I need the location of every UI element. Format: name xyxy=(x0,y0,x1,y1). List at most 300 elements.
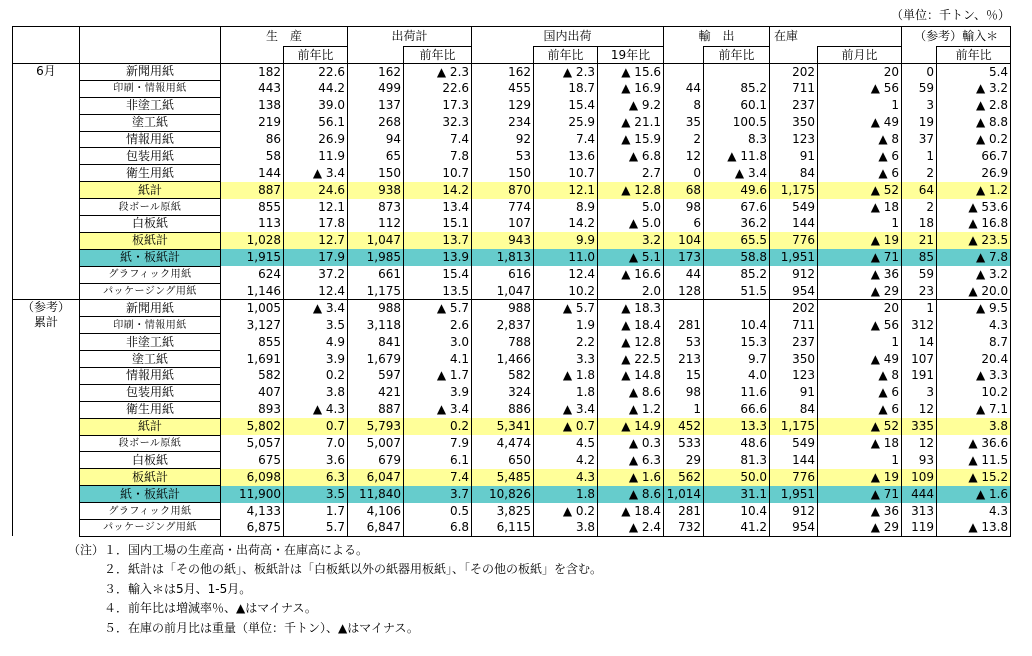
table-cell: ▲ 7.1 xyxy=(937,401,1011,418)
table-cell: 85 xyxy=(902,249,937,266)
table-cell: 67.6 xyxy=(704,199,770,216)
table-cell: 3.6 xyxy=(284,452,348,469)
header-domestic-yoy19: 19年比 xyxy=(598,47,664,64)
table-cell: 1,985 xyxy=(348,249,404,266)
table-cell: ▲ 3.2 xyxy=(937,80,1011,97)
table-cell: 100.5 xyxy=(704,114,770,131)
table-cell: ▲ 0.3 xyxy=(598,435,664,452)
table-cell: ▲ 4.3 xyxy=(284,401,348,418)
table-cell: 162 xyxy=(348,64,404,81)
table-cell: ▲ 22.5 xyxy=(598,351,664,368)
table-cell: 94 xyxy=(348,131,404,148)
table-cell: ▲ 3.4 xyxy=(284,300,348,317)
table-row xyxy=(13,182,1011,199)
table-cell: 32.3 xyxy=(404,114,472,131)
section-label xyxy=(13,64,80,300)
table-cell: 14 xyxy=(902,334,937,351)
table-cell: 1,047 xyxy=(472,283,534,300)
table-cell: 6.3 xyxy=(284,469,348,486)
table-cell: 4.0 xyxy=(704,368,770,385)
table-cell: 549 xyxy=(770,199,818,216)
table-cell: 84 xyxy=(770,401,818,418)
table-cell: 988 xyxy=(472,300,534,317)
table-row xyxy=(13,503,1011,520)
table-cell: ▲ 20.0 xyxy=(937,283,1011,300)
table-cell: 39.0 xyxy=(284,97,348,114)
table-cell: 113 xyxy=(221,216,284,233)
table-cell: 7.0 xyxy=(284,435,348,452)
table-cell: 1.7 xyxy=(284,503,348,520)
table-cell: 98 xyxy=(664,199,704,216)
table-cell: ▲ 8.6 xyxy=(598,486,664,503)
table-cell: 6,875 xyxy=(221,520,284,537)
table-cell: 11,900 xyxy=(221,486,284,503)
table-cell: 650 xyxy=(472,452,534,469)
table-cell: 1 xyxy=(818,216,902,233)
table-cell: 10.4 xyxy=(704,503,770,520)
note-line: ４．前年比は増減率％、▲はマイナス。 xyxy=(68,601,317,616)
table-cell: ▲ 52 xyxy=(818,418,902,435)
table-cell: 582 xyxy=(221,368,284,385)
table-cell: ▲ 19 xyxy=(818,469,902,486)
table-cell: ▲ 3.4 xyxy=(284,165,348,182)
table-cell: ▲ 36 xyxy=(818,503,902,520)
table-cell: 60.1 xyxy=(704,97,770,114)
row-label: 衛生用紙 xyxy=(80,401,221,418)
table-cell: 675 xyxy=(221,452,284,469)
table-cell: 3.2 xyxy=(598,232,664,249)
table-cell: ▲ 9.5 xyxy=(937,300,1011,317)
table-cell: 112 xyxy=(348,216,404,233)
table-cell: 15 xyxy=(664,368,704,385)
table-cell: 4,106 xyxy=(348,503,404,520)
table-cell: ▲ 19 xyxy=(818,232,902,249)
header-inventory-mom: 前月比 xyxy=(818,47,902,64)
table-cell: 711 xyxy=(770,317,818,334)
section-label xyxy=(13,300,80,536)
table-row xyxy=(13,64,1011,81)
table-cell: ▲ 23.5 xyxy=(937,232,1011,249)
table-cell: ▲ 18.3 xyxy=(598,300,664,317)
row-label: 紙・板紙計 xyxy=(80,486,221,503)
table-row xyxy=(13,300,1011,317)
row-label: パッケージング用紙 xyxy=(80,283,221,300)
row-label: 衛生用紙 xyxy=(80,165,221,182)
table-cell: ▲ 18.4 xyxy=(598,317,664,334)
table-cell: ▲ 1.2 xyxy=(598,401,664,418)
table-cell: 9.9 xyxy=(534,232,598,249)
table-cell: 2.6 xyxy=(404,317,472,334)
table-cell: 268 xyxy=(348,114,404,131)
table-cell: 84 xyxy=(770,165,818,182)
table-cell: 0.5 xyxy=(404,503,472,520)
table-cell: 202 xyxy=(770,64,818,81)
table-cell: 5.0 xyxy=(598,199,664,216)
table-row xyxy=(13,80,1011,97)
table-cell: 37.2 xyxy=(284,266,348,283)
header-import: （参考）輸入＊ xyxy=(902,27,1011,47)
table-cell: 123 xyxy=(770,368,818,385)
table-cell: 3.9 xyxy=(404,384,472,401)
table-cell: 335 xyxy=(902,418,937,435)
table-cell: 499 xyxy=(348,80,404,97)
table-cell: 56.1 xyxy=(284,114,348,131)
table-cell: 350 xyxy=(770,351,818,368)
table-cell: 20 xyxy=(818,64,902,81)
table-cell: 3.0 xyxy=(404,334,472,351)
table-cell: 1 xyxy=(818,334,902,351)
table-cell: 98 xyxy=(664,384,704,401)
table-cell: 219 xyxy=(221,114,284,131)
row-label: 包装用紙 xyxy=(80,384,221,401)
table-cell: 36.2 xyxy=(704,216,770,233)
note-line: ３．輸入＊は5月、1-5月。 xyxy=(68,581,252,596)
table-cell: 5.4 xyxy=(937,64,1011,81)
table-cell: 173 xyxy=(664,249,704,266)
table-cell: 12 xyxy=(902,435,937,452)
table-cell: 1 xyxy=(902,148,937,165)
table-cell: ▲ 1.2 xyxy=(937,182,1011,199)
header-domestic-yoy: 前年比 xyxy=(534,47,598,64)
table-cell: 776 xyxy=(770,469,818,486)
table-row xyxy=(13,469,1011,486)
table-row xyxy=(13,165,1011,182)
table-cell: 50.0 xyxy=(704,469,770,486)
table-cell: ▲ 8.8 xyxy=(937,114,1011,131)
header-export: 輸 出 xyxy=(664,27,770,47)
header-export-yoy: 前年比 xyxy=(704,47,770,64)
table-cell: 85.2 xyxy=(704,80,770,97)
table-cell: 91 xyxy=(770,384,818,401)
section-label-line: 累計 xyxy=(33,315,58,330)
table-cell: ▲ 6 xyxy=(818,401,902,418)
table-cell: 281 xyxy=(664,317,704,334)
row-label: 新聞用紙 xyxy=(80,64,221,81)
table-cell: 312 xyxy=(902,317,937,334)
table-cell: 5,057 xyxy=(221,435,284,452)
table-cell: ▲ 6 xyxy=(818,384,902,401)
table-cell: 1,175 xyxy=(770,418,818,435)
header-shipment-yoy: 前年比 xyxy=(404,47,472,64)
table-cell: ▲ 2.3 xyxy=(404,64,472,81)
table-cell: ▲ 52 xyxy=(818,182,902,199)
table-cell: ▲ 71 xyxy=(818,249,902,266)
table-cell: 4.1 xyxy=(404,351,472,368)
table-cell: 144 xyxy=(221,165,284,182)
table-cell: 10.2 xyxy=(937,384,1011,401)
table-cell: 85.2 xyxy=(704,266,770,283)
table-cell: 37 xyxy=(902,131,937,148)
table-cell: 1,028 xyxy=(221,232,284,249)
row-label: 非塗工紙 xyxy=(80,334,221,351)
table-cell: 943 xyxy=(472,232,534,249)
table-cell: 15.4 xyxy=(534,97,598,114)
table-cell: ▲ 5.1 xyxy=(598,249,664,266)
table-cell: 6.1 xyxy=(404,452,472,469)
table-row xyxy=(13,384,1011,401)
table-cell: 2 xyxy=(902,199,937,216)
table-cell: ▲ 1.8 xyxy=(534,368,598,385)
table-cell: 64 xyxy=(902,182,937,199)
table-cell: 0 xyxy=(902,64,937,81)
table-cell: 1,175 xyxy=(348,283,404,300)
table-cell: ▲ 0.2 xyxy=(534,503,598,520)
table-cell: 443 xyxy=(221,80,284,97)
table-cell: 455 xyxy=(472,80,534,97)
table-cell: 44 xyxy=(664,80,704,97)
table-cell: 1,691 xyxy=(221,351,284,368)
table-cell: 23 xyxy=(902,283,937,300)
table-cell: 234 xyxy=(472,114,534,131)
table-cell: ▲ 15.2 xyxy=(937,469,1011,486)
table-cell: ▲ 1.6 xyxy=(937,486,1011,503)
table-cell: 3.5 xyxy=(284,486,348,503)
table-cell: ▲ 16.6 xyxy=(598,266,664,283)
table-cell: ▲ 56 xyxy=(818,80,902,97)
table-cell: 129 xyxy=(472,97,534,114)
table-cell: 12.1 xyxy=(284,199,348,216)
table-cell: 0.7 xyxy=(284,418,348,435)
row-label: グラフィック用紙 xyxy=(80,266,221,283)
table-cell: ▲ 12.8 xyxy=(598,182,664,199)
table-cell: ▲ 3.4 xyxy=(534,401,598,418)
table-cell: 104 xyxy=(664,232,704,249)
table-cell: 182 xyxy=(221,64,284,81)
header-domestic-shipment: 国内出荷 xyxy=(472,27,664,47)
table-cell: 7.9 xyxy=(404,435,472,452)
table-cell: 11.6 xyxy=(704,384,770,401)
table-cell: 35 xyxy=(664,114,704,131)
table-cell: 886 xyxy=(472,401,534,418)
table-row xyxy=(13,283,1011,300)
table-cell: 1.8 xyxy=(534,486,598,503)
row-label: 情報用紙 xyxy=(80,131,221,148)
header-production: 生 産 xyxy=(221,27,348,47)
table-row xyxy=(13,216,1011,233)
table-cell: ▲ 12.8 xyxy=(598,334,664,351)
table-cell: 1 xyxy=(902,300,937,317)
table-cell: 3,127 xyxy=(221,317,284,334)
row-label: 塗工紙 xyxy=(80,114,221,131)
table-cell: ▲ 29 xyxy=(818,283,902,300)
table-cell: ▲ 6.3 xyxy=(598,452,664,469)
table-cell: 616 xyxy=(472,266,534,283)
table-cell xyxy=(704,300,770,317)
table-cell: 3.3 xyxy=(534,351,598,368)
table-cell: 2.7 xyxy=(598,165,664,182)
table-cell: 13.4 xyxy=(404,199,472,216)
table-cell: ▲ 5.7 xyxy=(534,300,598,317)
table-cell: 53 xyxy=(472,148,534,165)
table-cell: 15.4 xyxy=(404,266,472,283)
table-cell: ▲ 8.6 xyxy=(598,384,664,401)
table-row xyxy=(13,266,1011,283)
table-cell: 123 xyxy=(770,131,818,148)
table-row xyxy=(13,520,1011,537)
table-cell: ▲ 11.8 xyxy=(704,148,770,165)
table-cell: ▲ 6.8 xyxy=(598,148,664,165)
table-cell: 0.2 xyxy=(284,368,348,385)
table-cell: 12.7 xyxy=(284,232,348,249)
table-cell: 9.7 xyxy=(704,351,770,368)
table-cell: 49.6 xyxy=(704,182,770,199)
table-cell: 5,485 xyxy=(472,469,534,486)
table-cell: 237 xyxy=(770,97,818,114)
table-cell: 3.8 xyxy=(534,520,598,537)
table-cell: 0.2 xyxy=(404,418,472,435)
table-cell: 6 xyxy=(664,216,704,233)
row-label: 白板紙 xyxy=(80,452,221,469)
table-cell: 11.9 xyxy=(284,148,348,165)
table-cell: 938 xyxy=(348,182,404,199)
unit-label: （単位：千トン、％） xyxy=(890,8,1010,22)
table-cell: 6,115 xyxy=(472,520,534,537)
table-cell: 44.2 xyxy=(284,80,348,97)
table-cell: 1,813 xyxy=(472,249,534,266)
table-cell: ▲ 16.8 xyxy=(937,216,1011,233)
table-row xyxy=(13,148,1011,165)
table-cell: 14.2 xyxy=(534,216,598,233)
table-cell: 13.9 xyxy=(404,249,472,266)
row-label: 印刷・情報用紙 xyxy=(80,317,221,334)
table-cell: 4.3 xyxy=(534,469,598,486)
table-cell: 58.8 xyxy=(704,249,770,266)
table-cell: 7.8 xyxy=(404,148,472,165)
table-cell: 138 xyxy=(221,97,284,114)
table-cell: 8.9 xyxy=(534,199,598,216)
table-cell: 2,837 xyxy=(472,317,534,334)
table-cell: ▲ 7.8 xyxy=(937,249,1011,266)
table-cell: 202 xyxy=(770,300,818,317)
table-cell: 2 xyxy=(902,165,937,182)
table-cell: ▲ 2.3 xyxy=(534,64,598,81)
table-cell: 582 xyxy=(472,368,534,385)
table-cell: 44 xyxy=(664,266,704,283)
table-cell: ▲ 56 xyxy=(818,317,902,334)
table-cell: 3.9 xyxy=(284,351,348,368)
table-cell: 12.1 xyxy=(534,182,598,199)
table-cell: 1,951 xyxy=(770,486,818,503)
table-cell: 65 xyxy=(348,148,404,165)
table-cell: 444 xyxy=(902,486,937,503)
table-cell: 2 xyxy=(664,131,704,148)
table-cell: ▲ 1.7 xyxy=(404,368,472,385)
table-cell: 3.5 xyxy=(284,317,348,334)
table-cell: 12 xyxy=(664,148,704,165)
table-cell: 533 xyxy=(664,435,704,452)
table-cell: 150 xyxy=(348,165,404,182)
table-cell: 12.4 xyxy=(534,266,598,283)
table-cell: 51.5 xyxy=(704,283,770,300)
table-row xyxy=(13,249,1011,266)
table-cell: 144 xyxy=(770,452,818,469)
table-cell: 66.7 xyxy=(937,148,1011,165)
table-cell: 732 xyxy=(664,520,704,537)
table-cell: 12 xyxy=(902,401,937,418)
row-label: 塗工紙 xyxy=(80,351,221,368)
table-cell: 624 xyxy=(221,266,284,283)
table-cell: ▲ 16.9 xyxy=(598,80,664,97)
table-cell: 5,007 xyxy=(348,435,404,452)
table-cell: 1.9 xyxy=(534,317,598,334)
table-cell: 1 xyxy=(818,97,902,114)
table-cell: ▲ 29 xyxy=(818,520,902,537)
table-cell: ▲ 5.7 xyxy=(404,300,472,317)
table-cell: 150 xyxy=(472,165,534,182)
table-cell: ▲ 15.6 xyxy=(598,64,664,81)
table-cell: 5,341 xyxy=(472,418,534,435)
table-cell: 313 xyxy=(902,503,937,520)
table-cell: ▲ 21.1 xyxy=(598,114,664,131)
table-row xyxy=(13,131,1011,148)
table-cell: 58 xyxy=(221,148,284,165)
row-label: 白板紙 xyxy=(80,216,221,233)
table-cell: 855 xyxy=(221,199,284,216)
table-cell: 18.7 xyxy=(534,80,598,97)
table-cell: 2.0 xyxy=(598,283,664,300)
table-cell: 1,047 xyxy=(348,232,404,249)
row-label: 段ボール原紙 xyxy=(80,199,221,216)
table-cell: 1.8 xyxy=(534,384,598,401)
table-cell: 3 xyxy=(902,97,937,114)
table-cell: 788 xyxy=(472,334,534,351)
table-cell: ▲ 36 xyxy=(818,266,902,283)
table-cell: 65.5 xyxy=(704,232,770,249)
table-cell: ▲ 3.4 xyxy=(404,401,472,418)
table-cell: 1 xyxy=(818,452,902,469)
table-row xyxy=(13,97,1011,114)
table-cell: 13.7 xyxy=(404,232,472,249)
table-row xyxy=(13,317,1011,334)
table-cell: 144 xyxy=(770,216,818,233)
table-cell: ▲ 36.6 xyxy=(937,435,1011,452)
table-cell: 68 xyxy=(664,182,704,199)
table-cell: 774 xyxy=(472,199,534,216)
table-cell: ▲ 18 xyxy=(818,199,902,216)
table-row xyxy=(13,114,1011,131)
table-cell: ▲ 53.6 xyxy=(937,199,1011,216)
row-label: 情報用紙 xyxy=(80,368,221,385)
table-cell: 873 xyxy=(348,199,404,216)
note-line: ２．紙計は「その他の紙」、板紙計は「白板紙以外の紙器用板紙」、「その他の板紙」を含む。 xyxy=(68,562,603,577)
table-cell: 4,133 xyxy=(221,503,284,520)
table-cell: 6.8 xyxy=(404,520,472,537)
table-cell: ▲ 18 xyxy=(818,435,902,452)
table-cell: 562 xyxy=(664,469,704,486)
table-cell: ▲ 11.5 xyxy=(937,452,1011,469)
table-cell: ▲ 13.8 xyxy=(937,520,1011,537)
table-cell: 1 xyxy=(664,401,704,418)
table-cell: 107 xyxy=(472,216,534,233)
table-cell: ▲ 15.9 xyxy=(598,131,664,148)
table-cell: 13.5 xyxy=(404,283,472,300)
table-cell: 6,047 xyxy=(348,469,404,486)
table-cell: 350 xyxy=(770,114,818,131)
note-line: （注）１．国内工場の生産高・出荷高・在庫高による。 xyxy=(68,543,369,557)
table-cell: 4,474 xyxy=(472,435,534,452)
table-cell: 3 xyxy=(902,384,937,401)
row-label: 紙計 xyxy=(80,182,221,199)
table-cell: 48.6 xyxy=(704,435,770,452)
table-cell: 10.2 xyxy=(534,283,598,300)
table-cell: 53 xyxy=(664,334,704,351)
table-cell: 29 xyxy=(664,452,704,469)
table-cell: 8.3 xyxy=(704,131,770,148)
table-cell: 128 xyxy=(664,283,704,300)
table-cell: 11.0 xyxy=(534,249,598,266)
table-cell: ▲ 18.4 xyxy=(598,503,664,520)
table-cell: 4.3 xyxy=(937,503,1011,520)
